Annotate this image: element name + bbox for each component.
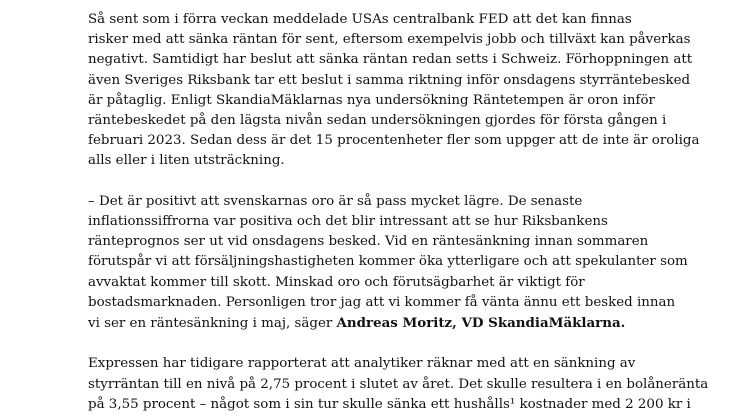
text-line: även Sveriges Riksbank tar ett beslut i samma riktning inför onsdagens styrräntebesked xyxy=(88,72,691,88)
text-line: bostadsmarknaden. Personligen tror jag att vi kommer få vänta ännu ett besked innan xyxy=(88,294,676,310)
text-line: på 3,55 procent – något som i sin tur skulle sänka ett hushålls¹ kostnader med 2 200 kr i xyxy=(88,396,691,412)
text-line: avvaktat kommer till skott. Minskad oro och förutsägbarhet är viktigt för xyxy=(88,274,585,290)
text-line: negativt. Samtidigt har beslut att sänka räntan redan setts i Schweiz. Förhoppningen att xyxy=(88,52,693,68)
paragraph-quote xyxy=(88,192,728,334)
text-line: Så sent som i förra veckan meddelade USAs centralbank FED att det kan finnas xyxy=(88,12,632,27)
text-line: – Det är positivt att svenskarnas oro är så pass mycket lägre. De senaste xyxy=(88,193,583,209)
text-line: förutspår vi att försäljningshastigheten kommer öka ytterligare och att spekulanter som xyxy=(88,254,688,270)
text-line: räntebeskedet på den lägsta nivån sedan undersökningen gjordes för första gången i xyxy=(88,113,667,129)
text-line: ränteprognos ser ut vid onsdagens besked. Vid en räntesänkning innan sommaren xyxy=(88,234,649,250)
document-page xyxy=(88,10,728,415)
quote-end-text: vi ser en räntesänkning i maj, säger xyxy=(88,316,337,332)
text-line: styrräntan till en nivå på 2,75 procent i slutet av året. Det skulle resultera i en bolåneränta xyxy=(88,376,709,392)
paragraph-fed-riksbank xyxy=(88,10,728,172)
text-line: Expressen har tidigare rapporterat att analytiker räknar med att en sänkning av xyxy=(88,356,636,372)
text-line: alls eller i liten utsträckning. xyxy=(88,153,285,169)
text-line: är påtaglig. Enligt SkandiaMäklarnas nya undersökning Räntetempen är oron inför xyxy=(88,92,655,108)
text-line: februari 2023. Sedan dess är det 15 procentenheter fler som uppger att de inte är oroliga xyxy=(88,133,700,149)
speaker-name: Andreas Moritz, VD SkandiaMäklarna. xyxy=(336,315,626,332)
text-line: risker med att sänka räntan för sent, eftersom exempelvis jobb och tillväxt kan påverkas xyxy=(88,32,691,48)
text-line-attribution xyxy=(88,313,728,334)
paragraph-expressen xyxy=(88,354,728,415)
text-line: inflationssiffrorna var positiva och det blir intressant att se hur Riksbankens xyxy=(88,214,608,230)
